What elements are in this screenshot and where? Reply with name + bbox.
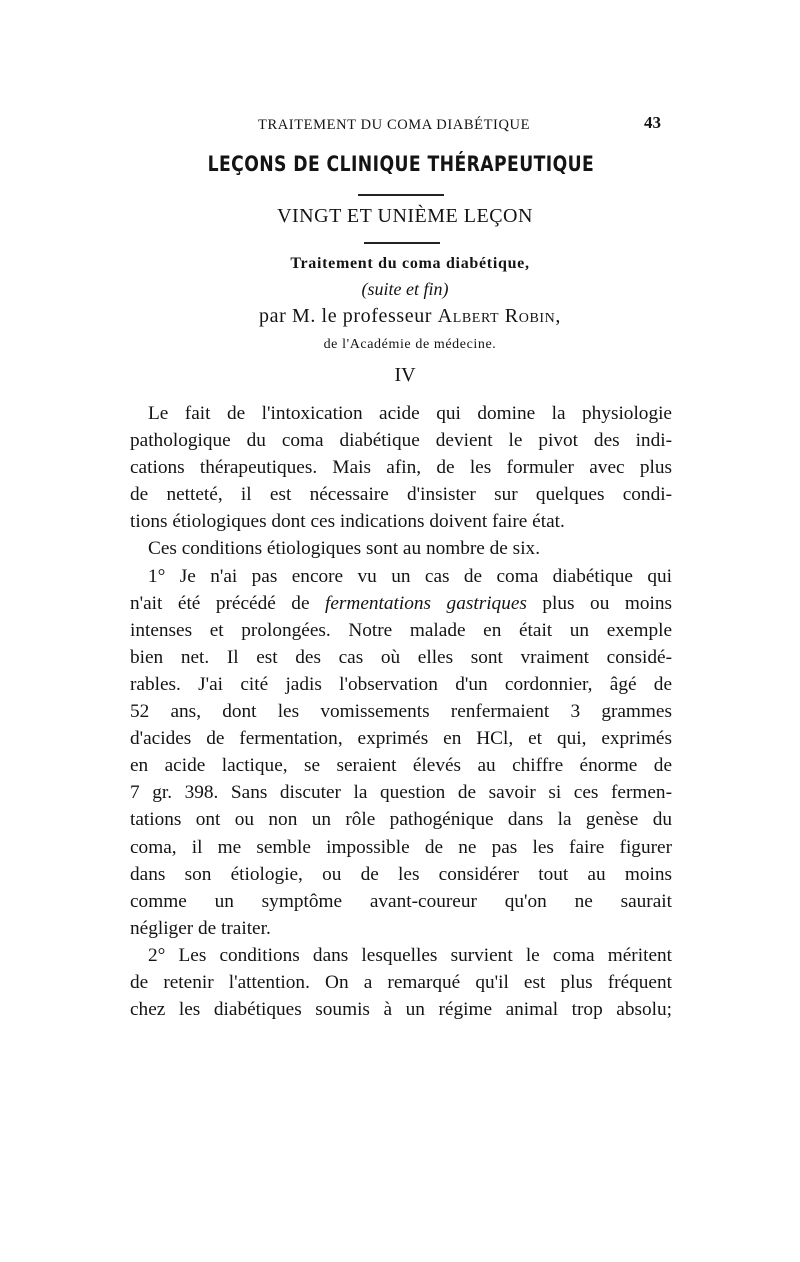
- author-line: [0, 305, 800, 328]
- section-number: IV: [394, 364, 416, 386]
- text-line: Le fait de l'intoxication acide qui domine la physiologie: [148, 403, 672, 424]
- italic-text: fermentations gastriques: [325, 592, 527, 614]
- text-line: [130, 590, 672, 617]
- text-line: 1° Je n'ai pas encore vu un cas de coma diabétique qui: [148, 565, 672, 587]
- text-line: rables. J'ai cité jadis l'observation d'un cordonnier, âgé de: [130, 673, 672, 695]
- text-line: 52 ans, dont les vomissements renfermaient 3 grammes: [130, 701, 672, 723]
- text-run: plus ou moins: [526, 592, 672, 614]
- running-head: TRAITEMENT DU COMA DIABÉTIQUE: [258, 117, 531, 133]
- author-prefix: par M. le professeur: [259, 305, 438, 327]
- text-line: comme un symptôme avant-coureur qu'on ne saurait: [130, 890, 672, 912]
- series-title: LEÇONS DE CLINIQUE THÉRAPEUTIQUE: [207, 152, 595, 176]
- text-line: pathologique du coma diabétique devient le pivot des indi-: [130, 430, 672, 452]
- text-line: bien net. Il est des cas où elles sont vraiment considé-: [130, 646, 672, 668]
- text-line: en acide lactique, se seraient élevés au chiffre énorme de: [130, 755, 672, 777]
- text-line: cations thérapeutiques. Mais afin, de les formuler avec plus: [130, 457, 672, 479]
- lesson-title: VINGT ET UNIÈME LEÇON: [277, 205, 533, 227]
- body-text: [130, 400, 672, 1023]
- text-line: tations ont ou non un rôle pathogénique dans la genèse du: [130, 809, 672, 831]
- text-line: intenses et prolongées. Notre malade en était un exemple: [130, 619, 672, 641]
- title-rule-top: [358, 194, 444, 196]
- lesson-subject: Traitement du coma diabétique,: [290, 255, 530, 272]
- title-rule-bottom: [364, 242, 440, 244]
- text-line: dans son étiologie, ou de les considérer tout au moins: [130, 863, 672, 885]
- text-line: coma, il me semble impossible de ne pas les faire figurer: [130, 836, 672, 858]
- lesson-continuation: (suite et fin): [361, 279, 449, 299]
- text-run: n'ait été précédé de: [130, 592, 326, 614]
- author-affiliation: de l'Académie de médecine.: [323, 337, 497, 352]
- text-line: tions étiologiques dont ces indications doivent faire état.: [130, 511, 565, 533]
- text-line: de retenir l'attention. On a remarqué qu'il est plus fréquent: [130, 971, 672, 993]
- text-line: négliger de traiter.: [130, 917, 271, 939]
- text-line: 7 gr. 398. Sans discuter la question de savoir si ces fermen-: [130, 782, 672, 804]
- text-line: 2° Les conditions dans lesquelles survient le coma méritent: [148, 944, 672, 966]
- text-line: Ces conditions étiologiques sont au nombre de six.: [148, 538, 541, 560]
- text-line: chez les diabétiques soumis à un régime animal trop absolu;: [130, 999, 672, 1021]
- author-name: Albert Robin,: [437, 305, 561, 327]
- text-line: de netteté, il est nécessaire d'insister sur quelques condi-: [130, 484, 672, 506]
- page-number: 43: [644, 113, 661, 132]
- text-line: d'acides de fermentation, exprimés en HCl, et qui, exprimés: [130, 728, 672, 750]
